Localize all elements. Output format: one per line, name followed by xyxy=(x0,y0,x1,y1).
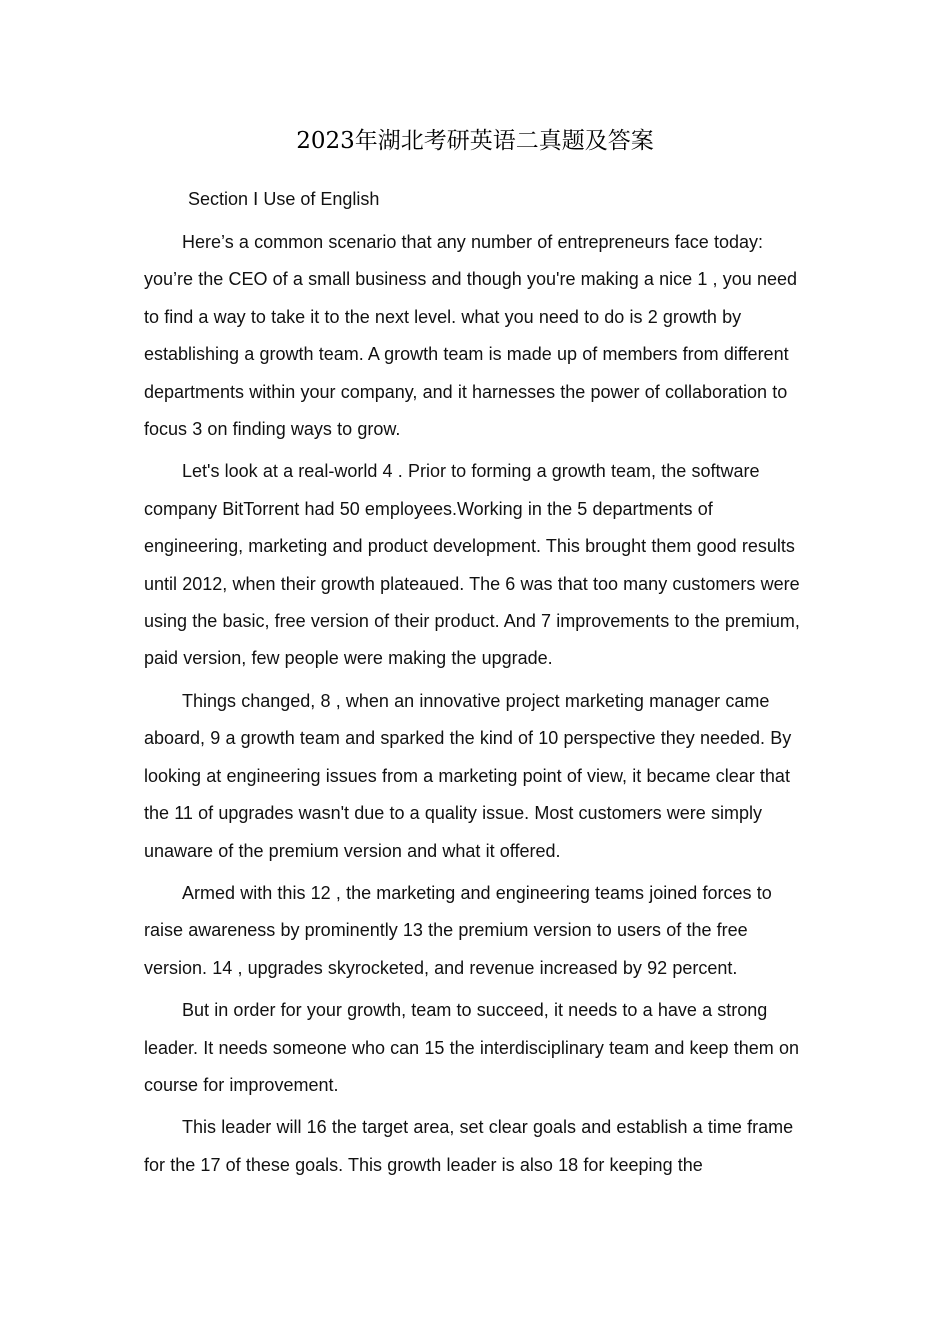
paragraph-2: Let's look at a real-world 4 . Prior to forming a growth team, the software company BitTorrent had 50 employees.Working in the 5 departments of engineering, marketing and product development. This brought them good results until 2012, when their growth plateaued. The 6 was that too many customers were using the basic, free version of their product. And 7 improvements to the premium, paid version, few people were making the upgrade. xyxy=(144,461,800,669)
paragraph-3: Things changed, 8 , when an innovative project marketing manager came aboard, 9 a growth team and sparked the kind of 10 perspective they needed. By looking at engineering issues from a marketing point of view, it became clear that the 11 of upgrades wasn't due to a quality issue. Most customers were simply unaware of the premium version and what it offered. xyxy=(144,690,792,861)
paragraph-4: Armed with this 12 , the marketing and engineering teams joined forces to raise awareness by prominently 13 the premium version to users of the free version. 14 , upgrades skyrocketed, and revenue increased by 92 percent. xyxy=(144,882,772,978)
paragraph-5: But in order for your growth, team to succeed, it needs to a have a strong leader. It needs someone who can 15 the interdisciplinary team and keep them on course for improvement. xyxy=(144,1000,800,1095)
paragraph-6: This leader will 16 the target area, set clear goals and establish a time frame for the 17 of these goals. This growth leader is also 18 for keeping the xyxy=(144,1117,794,1175)
document-title: 2023年湖北考研英语二真题及答案 xyxy=(296,128,654,154)
document-body xyxy=(144,224,812,1189)
section-heading: Section Ⅰ Use of English xyxy=(188,189,380,209)
paragraph-1: Here’s a common scenario that any number of entrepreneurs face today: you’re the CEO of a small business and though you're making a nice 1 , you need to find a way to take it to the next level. what you need to do is 2 growth by establishing a growth team. A growth team is made up of members from different departments within your company, and it harnesses the power of collaboration to focus 3 on finding ways to grow. xyxy=(144,232,798,440)
